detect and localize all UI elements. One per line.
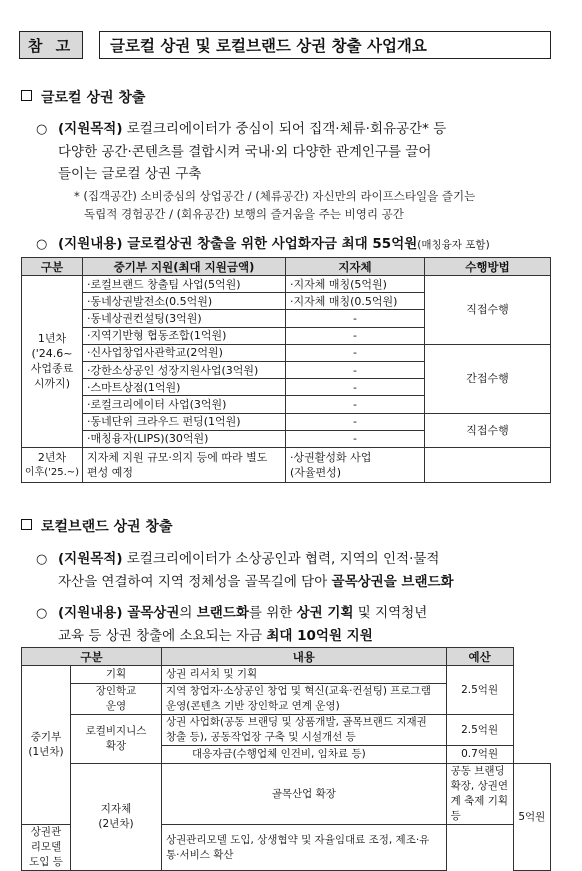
square-bullet-icon [21, 90, 32, 101]
section1-content: ○ (지원내용) 글로컬상권 창출을 위한 사업화자금 최대 55억원(매칭융자 포함) [36, 233, 576, 256]
table-row: 로컬비지니스 확장 상권 사업화(공동 브랜딩 및 상품개발, 골목브랜드 지재권 창출 등), 공동작업장 구축 및 시설개선 등 2.5억원 [22, 715, 551, 746]
table-row: ·동네상권컨설팅(3억원) - [22, 310, 551, 327]
table-row: 지자체 (2년차) 골목산업 확장 공동 브랜딩 확장, 상권연계 축제 기획 등 5억원 [22, 764, 551, 825]
circle-bullet-icon: ○ [36, 237, 48, 252]
table-row: ·로컬크리에이터 사업(3억원) - [22, 396, 551, 413]
table-row: 상권관리모델 도입 등 상권관리모델 도입, 상생협약 및 자율임대료 조정, 제조·유 통·서비스 확산 [22, 825, 551, 871]
table-row: 2년차 이후('25.~) 지자체 지원 규모·의지 등에 따라 별도 편성 예정 ·상권활성화 사업 (자율편성) [22, 447, 551, 482]
table-row: ·매칭융자(LIPS)(30억원) - [22, 430, 551, 447]
table-row: 장인학교 운영 지역 창업자·소상공인 창업 및 혁신(교육·컨설팅) 프로그램 운영(콘텐츠 기반 장인학교 연계 운영) [22, 684, 551, 715]
circle-bullet-icon: ○ [36, 122, 48, 137]
table-row: ·강한소상공인 성장지원사업(3억원) - [22, 361, 551, 378]
section2-content: ○ (지원내용) 골목상권의 브랜드화를 위한 상권 기획 및 지역청년 교육 등 상권 창출에 소요되는 자금 최대 10억원 지원 [36, 605, 428, 644]
table-row: ·스마트상점(1억원) - [22, 379, 551, 396]
table-row: 1년차 ('24.6~ 사업종료 시까지) ·로컬브랜드 창출팀 사업(5억원) ·지자체 매칭(5억원) 직접수행 [22, 276, 551, 293]
section1-table: 구분 중기부 지원(최대 지원금액) 지자체 수행방법 1년차 ('24.6~ 사업종료 시까지) ·로컬브랜드 창출팀 사업(5억원) ·지자체 매칭(5억원) 직접수행 ·동네상권발전소(0.5억원) ·지자체 매칭(0.5억원) ·동네상권컨설팅(3억원) - ·지역기반형 협동조합(1억원) - ·신사업창업사관학교(2억원) - 간접수행 ·강한소상공인 성장지원사업(3억원) - ·스마트상점(1억원) - ·로컬크리에이터 사업(3억원) - ·동네단위 크라우드 펀딩(1억원) - 직접수행 ·매칭융자(LIPS)(30억원) - 2년차 이후('25.~) 지자체 지원 규모·의지 등에 따라 별도 편성 예정 ·상권활성화 사업 (자율편성) [21, 257, 551, 483]
table-row: 대응자금(수행업체 인건비, 임차료 등) 0.7억원 [22, 746, 551, 764]
table-row: ·지역기반형 협동조합(1억원) - [22, 327, 551, 344]
square-bullet-icon [21, 519, 32, 530]
section2-title: 로컬브랜드 상권 창출 [41, 519, 173, 535]
section1-heading [21, 87, 145, 107]
reference-tag: 참 고 [19, 31, 83, 59]
page-title: 글로컬 상권 및 로컬브랜드 상권 창출 사업개요 [99, 31, 551, 59]
section2-purpose: ○ (지원목적) 로컬크리에이터가 소상공인과 협력, 지역의 인적·물적 자산을 연결하여 지역 정체성을 골목길에 담아 골목상권을 브랜드화 [36, 551, 454, 590]
table-row: ·신사업창업사관학교(2억원) - 간접수행 [22, 344, 551, 361]
section1-title: 글로컬 상권 창출 [41, 90, 146, 106]
table-row: ·동네단위 크라우드 펀딩(1억원) - 직접수행 [22, 413, 551, 430]
year1-cell: 1년차 ('24.6~ 사업종료 시까지) [22, 276, 83, 448]
section1-note: * (집객공간) 소비중심의 상업공간 / (체류공간) 자신만의 라이프스타일을 즐기는 독립적 경험공간 / (회유공간) 보행의 즐거움을 주는 비영리 공간 [74, 189, 476, 221]
section2-table: 구분 내용 예산 중기부 (1년차) 기획 상권 리서치 및 기획 2.5억원 장인학교 운영 지역 창업자·소상공인 창업 및 혁신(교육·컨설팅) 프로그램 운영(콘텐츠 기반 장인학교 연계 운영) 로컬비지니스 확장 상권 사업화(공동 브랜딩 및 상품개발, 골목브랜드 지재권 창출 등), 공동작업장 구축 및 시설개선 등 2.5억원 대응자금(수행업체 인건비, 임차료 등) 0.7억원 지자체 (2년차) 골목산업 확장 공동 브랜딩 확장, 상권연계 축제 기획 등 5억원 상권관리모델 도입 등 상권관리모델 도입, 상생협약 및 자율임대료 조정, 제조·유 통·서비스 확산 [21, 647, 551, 871]
circle-bullet-icon: ○ [36, 552, 48, 567]
section1-purpose: ○ (지원목적) 로컬크리에이터가 중심이 되어 집객·체류·회유공간* 등 다양한 공간·콘텐츠를 결합시켜 국내·외 다양한 관계인구를 끌어 들이는 글로컬 상권 구축 [36, 121, 447, 182]
table-row: ·동네상권발전소(0.5억원) ·지자체 매칭(0.5억원) [22, 293, 551, 310]
table-row: 중기부 (1년차) 기획 상권 리서치 및 기획 2.5억원 [22, 666, 551, 684]
circle-bullet-icon: ○ [36, 606, 48, 621]
section2-heading [21, 516, 172, 536]
